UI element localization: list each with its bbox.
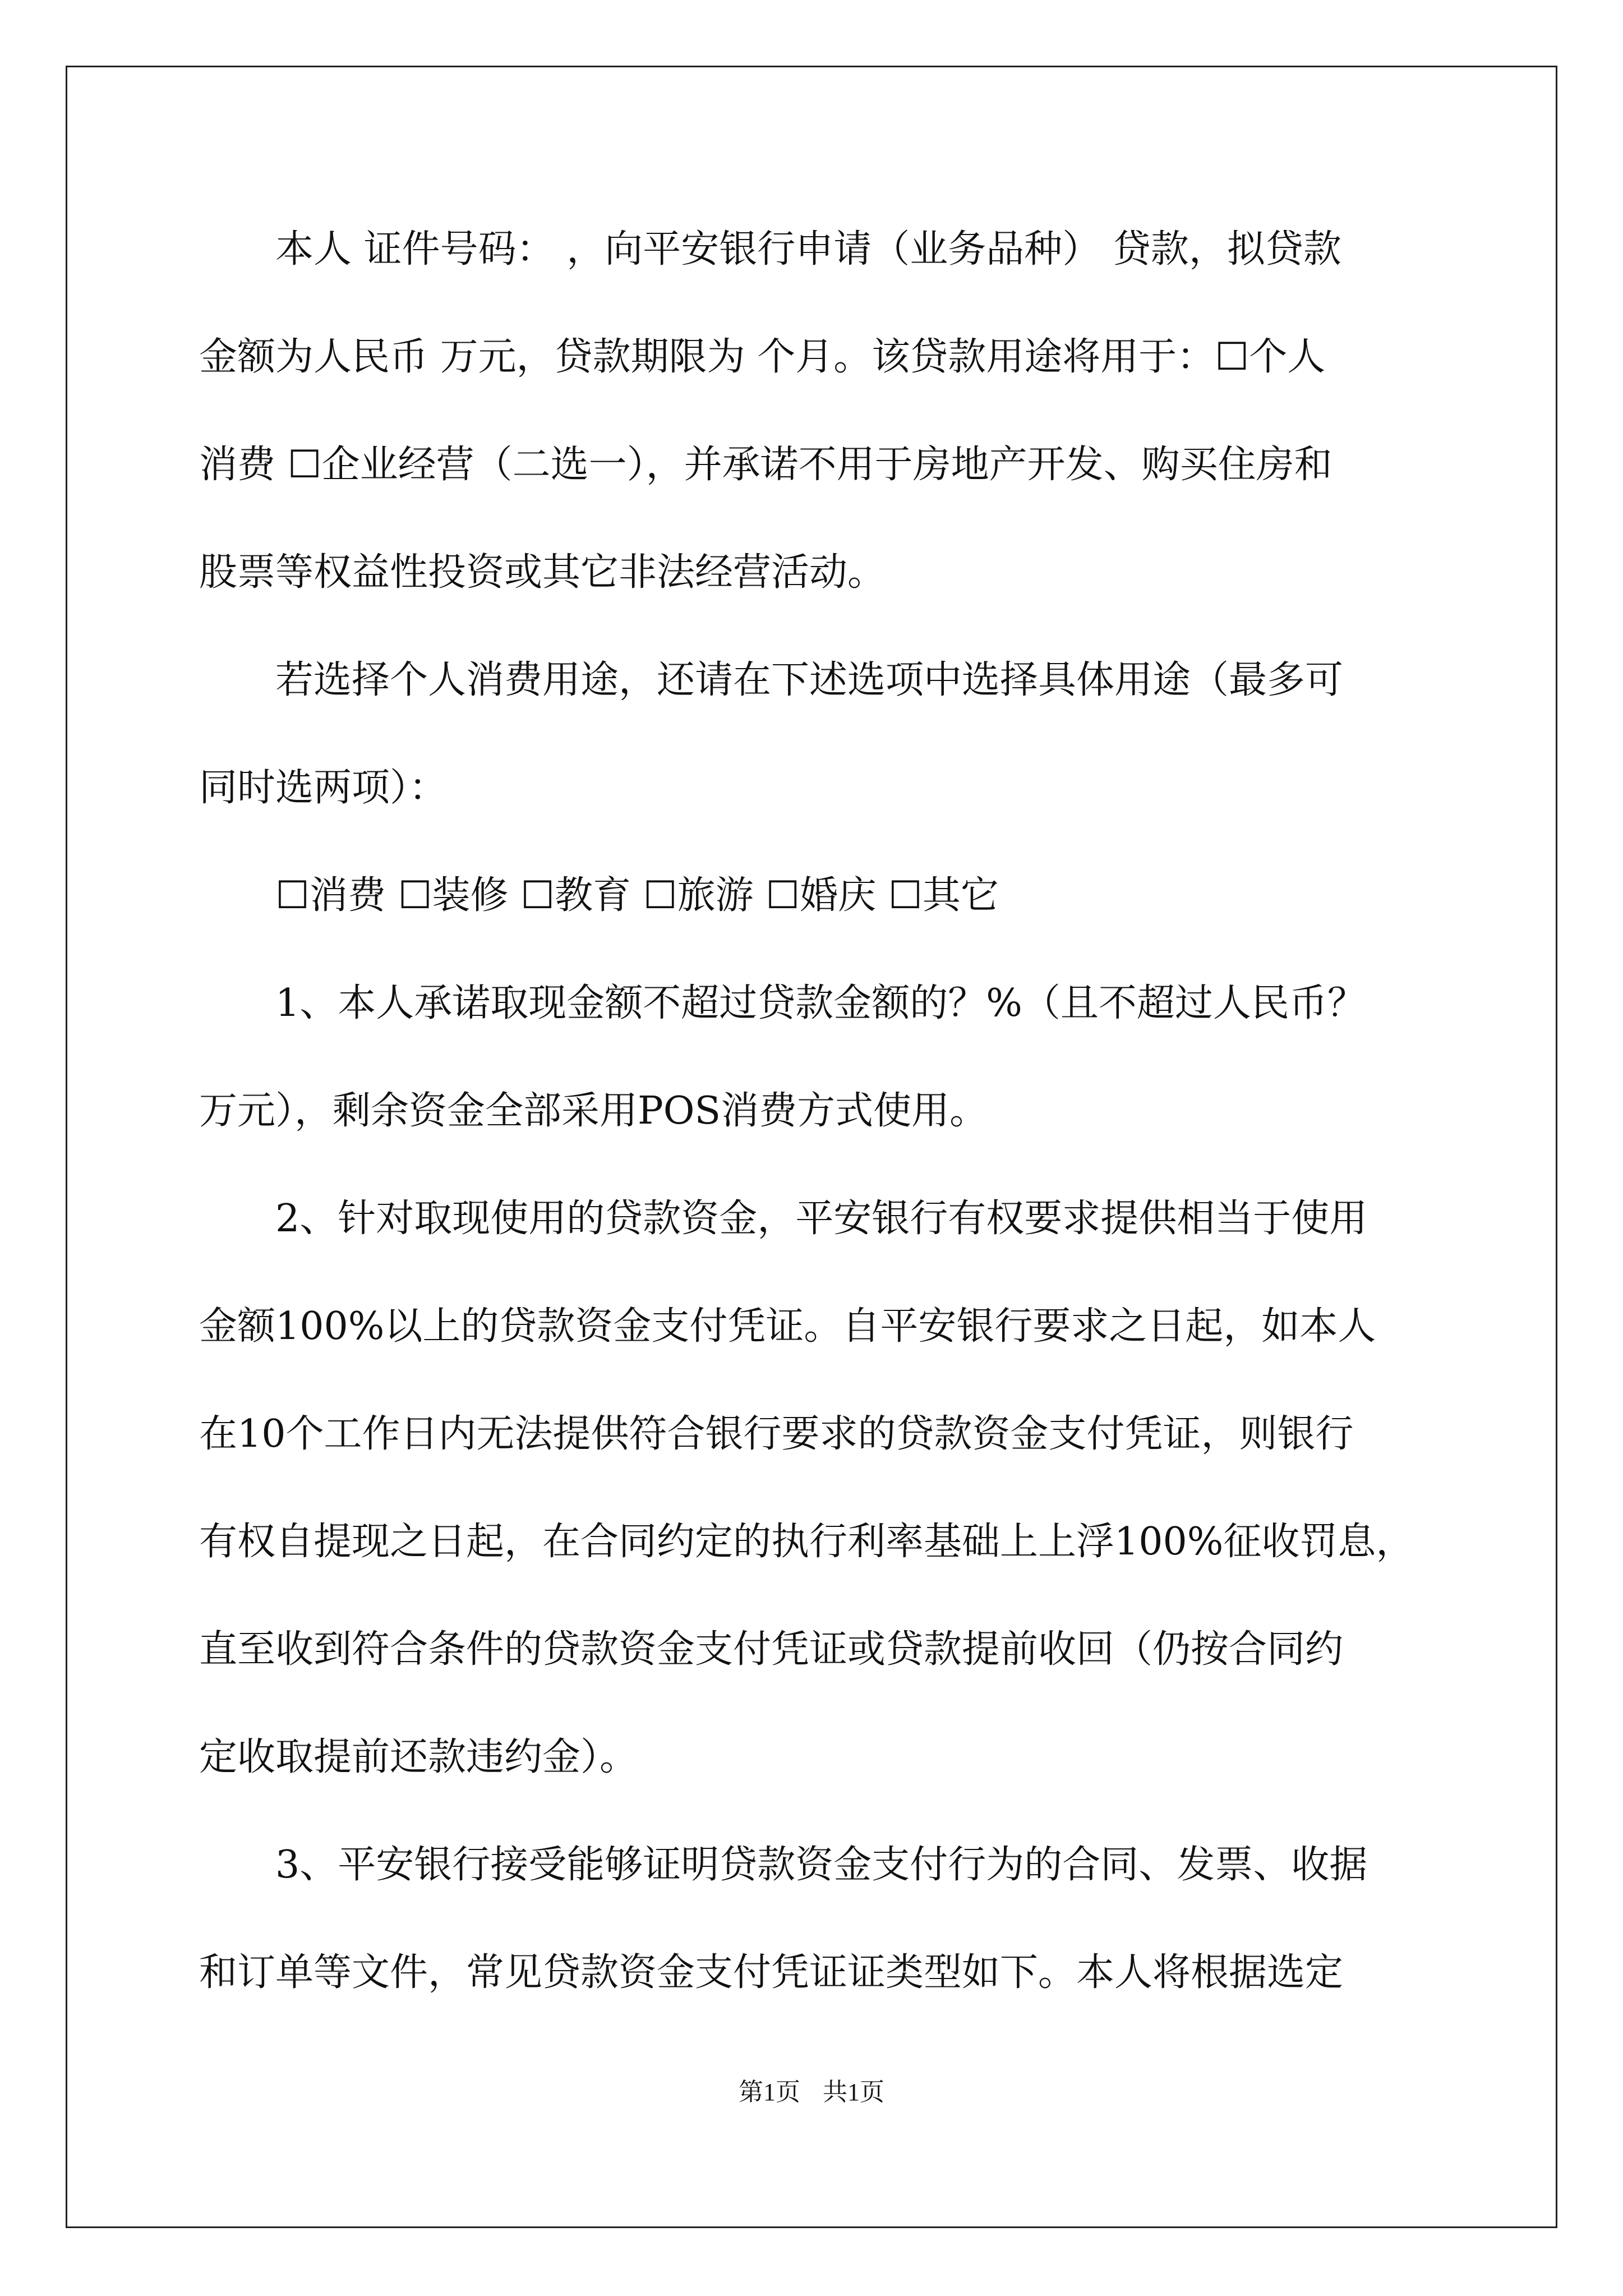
text-line: 股票等权益性投资或其它非法经营活动。 [199,550,886,595]
text-line: 2、针对取现使用的贷款资金，平安银行有权要求提供相当于使用 [275,1197,1368,1241]
text-line: 本人 证件号码： ，向平安银行申请（业务品种） 贷款，拟贷款 [275,227,1341,272]
text-line: 和订单等文件，常见贷款资金支付凭证证类型如下。本人将根据选定 [199,1950,1344,1995]
page-number: 第1页 [739,2078,800,2106]
text-line: 同时选两项）： [199,766,448,810]
page-footer [0,2076,1623,2109]
text-line: 1、本人承诺取现金额不超过贷款金额的？%（且不超过人民币？ [275,981,1366,1025]
text-line: 有权自提现之日起，在合同约定的执行利率基础上上浮100%征收罚息， [199,1520,1414,1564]
text-line: 3、平安银行接受能够证明贷款资金支付行为的合同、发票、收据 [275,1843,1368,1887]
text-line: 金额为人民币 万元，贷款期限为 个月。该贷款用途将用于：☐个人 [199,335,1326,379]
text-line: 在10个工作日内无法提供符合银行要求的贷款资金支付凭证，则银行 [199,1412,1354,1456]
text-line: 金额100%以上的贷款资金支付凭证。自平安银行要求之日起，如本人 [199,1304,1376,1349]
text-line: 直至收到符合条件的贷款资金支付凭证或贷款提前收回（仍按合同约 [199,1627,1344,1672]
document-body [199,216,1433,2047]
page-total: 共1页 [823,2078,884,2106]
text-line: 若选择个人消费用途，还请在下述选项中选择具体用途（最多可 [275,658,1344,702]
text-line: 消费 ☐企业经营（二选一），并承诺不用于房地产开发、购买住房和 [199,443,1332,487]
purpose-options-line: ☐消费 ☐装修 ☐教育 ☐旅游 ☐婚庆 ☐其它 [275,873,999,918]
text-line: 万元），剩余资金全部采用POS消费方式使用。 [199,1089,988,1133]
text-line: 定收取提前还款违约金）。 [199,1735,638,1779]
